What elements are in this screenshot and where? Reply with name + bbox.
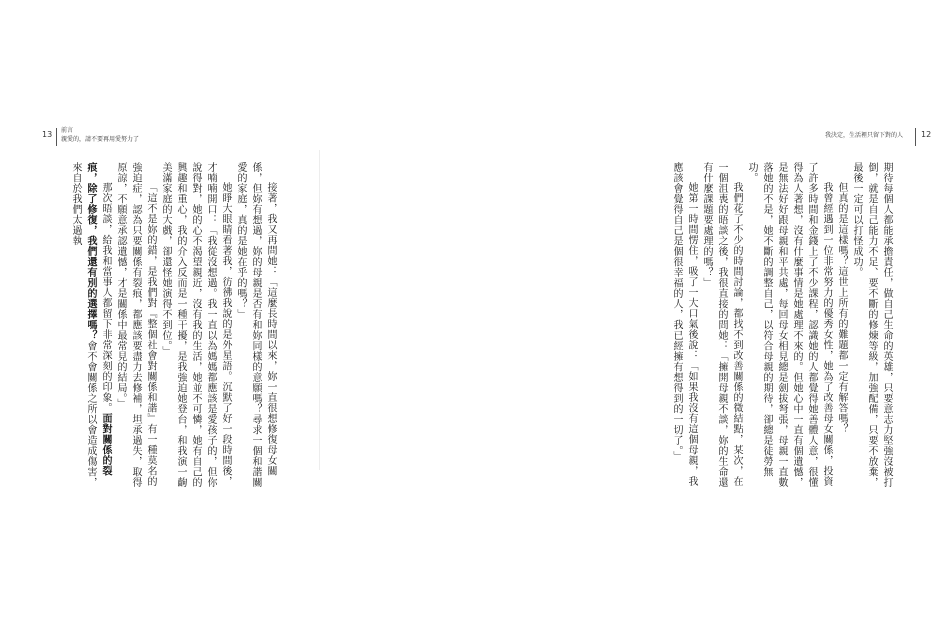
right-page-body (672, 162, 894, 492)
body-paragraph: 我曾經遇到一位非常努力的優秀女性，她為了改善母女關係，投資了許多時間和金錢上了不少課程，認識她的人都覺得她善體人意，很懂得為人著想，沒有什麼事情是她處理不來的。但她心中一直有個遺憾，是無法好好跟母親和平共處，每回母女相見總是劍拔弩張，母親一直數落她的不是，她不斷的調整自己，以符合母親的期待，卻總是徒勞無功。 (746, 162, 832, 488)
left-page (0, 0, 320, 640)
left-page-body (70, 162, 278, 492)
body-paragraph-final: 那次晤談，給我和當事人都留下非常深刻的印象。面對關係的裂痕，除了修復，我們還有別的選擇嗎？會不會關係之所以會造成傷害，來自於我們太過執 (70, 162, 111, 488)
header-separator-left (56, 128, 57, 146)
body-paragraph: 她第一時間愣住，吸了一大口氣後說：「如果我沒有這個母親，我應該會覺得自己是個很幸福的人，我已經擁有想得到的一切了。」 (671, 162, 697, 487)
running-head-right: 我決定，生活裡只留下對的人 (825, 132, 904, 139)
header-separator-right (915, 128, 916, 146)
body-paragraph: 接著，我又再問她：「這麼長時間以來，妳一直很想修復母女關係，但妳有想過，妳的母親是否有和妳同樣的意願嗎？尋求一個和諧關愛的家庭，真的是她在乎的嗎？」 (235, 162, 276, 488)
body-paragraph: 我們花了不少的時間討論，都找不到改善關係的微結點，某次，在一個沮喪的晤談之後，我很直接的問她：「擁開母親不談，妳的生命還有什麼課題要處理的嗎？」 (701, 162, 742, 488)
body-paragraph: 「這不是妳的錯，是我們對『整個社會對關係和諧』有一種莫名的強迫症，認為只要關係有裂痕，都應該要盡力去修補，坦承過失，取得原諒，不願意承認遺憾，才是關係中最常見的結局。」 (115, 162, 156, 488)
running-head-title: 親愛的，請不要再用愛努力了 (61, 136, 140, 143)
page-number-left: 13 (42, 130, 53, 139)
body-paragraph: 期待每個人都能承擔責任，做自己生命的英雄，只要意志力堅強沒被打倒，就是自己能力不足、要不斷的修煉等級，加強配備，只要不放棄，最後一定可以打怪成功。 (851, 162, 892, 488)
running-head-left (61, 126, 139, 144)
running-head-section: 前言 (61, 127, 74, 134)
page-number-right: 12 (921, 130, 931, 139)
body-paragraph: 但真的是這樣嗎？這世上所有的難題都一定有解答嗎？ (836, 182, 847, 434)
emphasized-text: 面對關係的裂痕，除了修復，我們還有別的選擇嗎？ (85, 162, 111, 476)
body-paragraph: 她睜大眼睛看著我，彷彿我說的是外星語。沉默了好一段時間後，才喃喃開口：「我從沒想過。我一直以為媽媽都應該是愛孩子的，但你說得對，她的心不渴望親近，沒有我的生活，她並不可憐，她有自己的興趣和重心，我的介入反而是一種干擾，是我強迫她登台，和我演一齣美滿家庭的大戲，卻還怪她演得不到位。」 (160, 162, 231, 488)
right-page (320, 0, 931, 640)
